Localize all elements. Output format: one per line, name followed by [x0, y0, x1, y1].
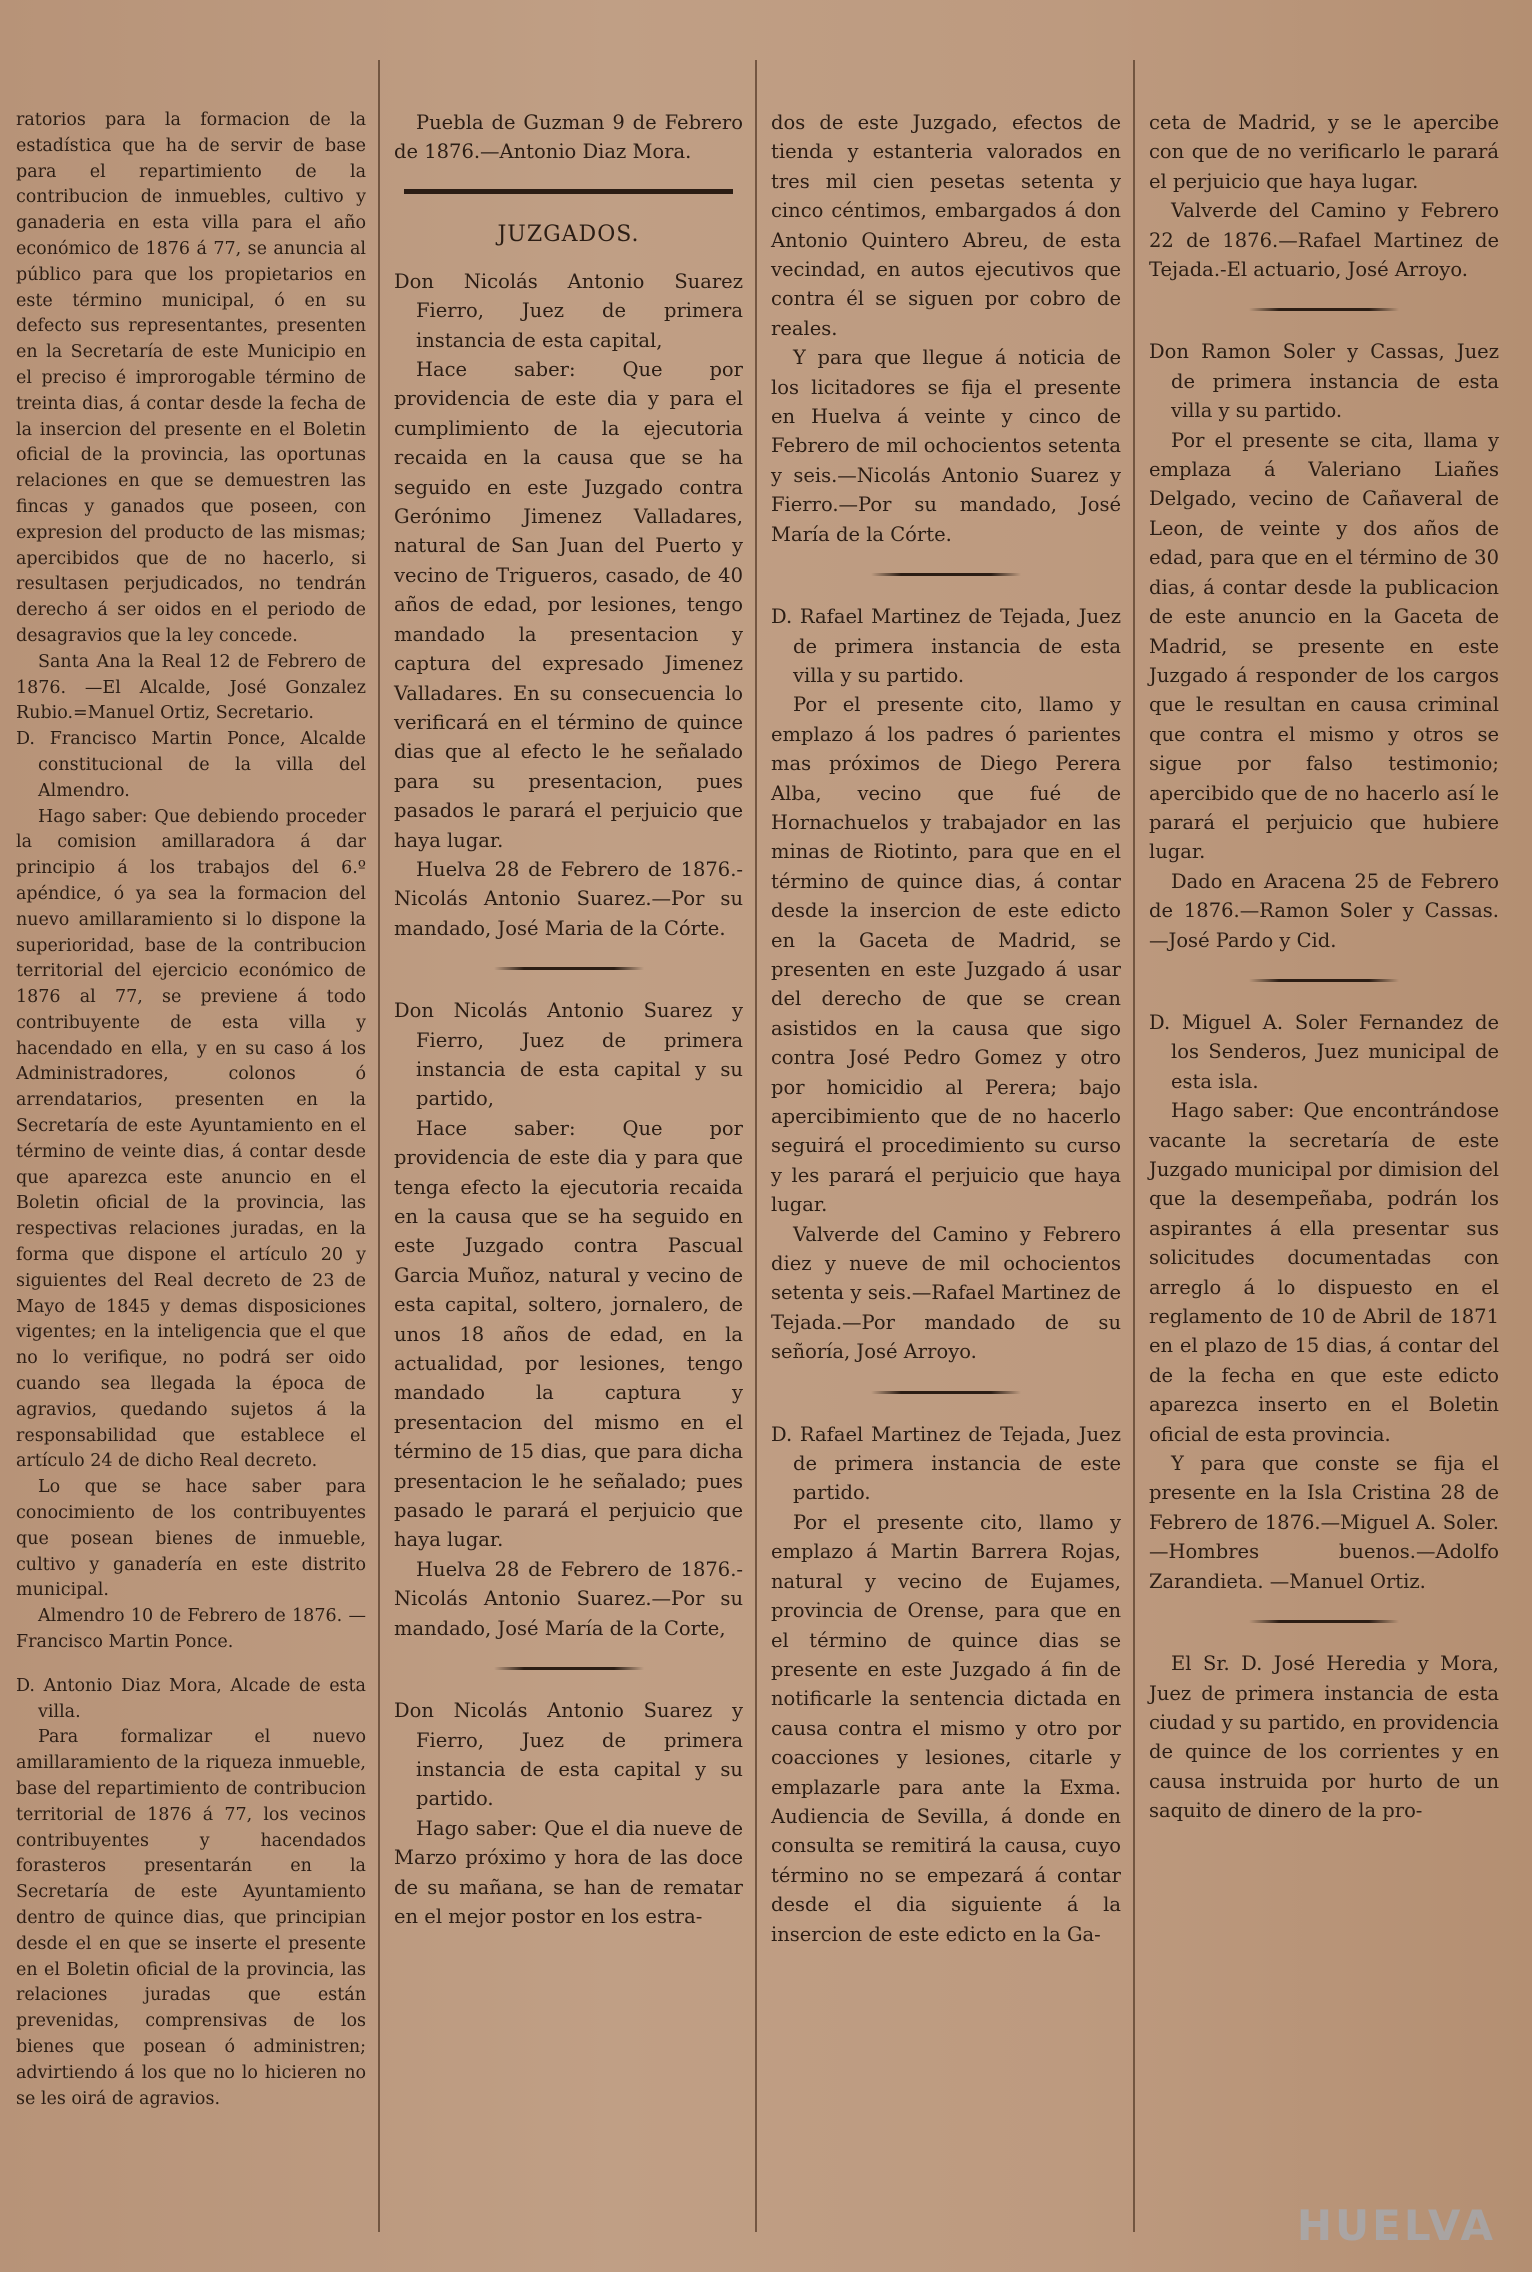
text-paragraph: Por el presente cito, llamo y emplazo á los padres ó parientes mas próximos de Diego Perera Alba, vecino que fué de Hornachuelos y trabajador en las minas de Riotinto, para que en el término de quince dias, á contar desde la insercion de este edicto en la Gaceta de Madrid, se presenten en este Juzgado á usar del derecho de que se crean asistidos en la causa que sigo contra José Pedro Gomez y otro por homicidio al Perera; bajo apercibimiento que de no hacerlo seguirá el procedimiento su curso y les parará el perjuicio que haya lugar. — [771, 693, 1121, 1217]
edict-header: D. Francisco Martin Ponce, Alcalde constitucional de la villa del Almendro. — [16, 729, 366, 801]
text-paragraph: Por el presente cito, llamo y emplazo á Martin Barrera Rojas, natural y vecino de Eujames, provincia de Orense, para que en el término de quince dias se presente en este Juzgado á fin de notificarle la sentencia dictada en causa contra el mismo y otro por coacciones y lesiones, citarle y emplazarle para ante la Exma. Audiencia de Sevilla, á donde en consulta se remitirá la causa, cuyo término no se empezará á contar desde el dia siguiente á la insercion de este edicto en la Ga- — [771, 1510, 1121, 1946]
item-divider — [1249, 308, 1399, 311]
edict-header: D. Rafael Martinez de Tejada, Juez de primera instancia de esta villa y su partido. — [771, 605, 1121, 687]
signature-line: Puebla de Guzman 9 de Febrero de 1876.—Antonio Diaz Mora. — [394, 111, 743, 164]
item-divider — [1249, 1620, 1399, 1623]
spacer — [16, 1656, 366, 1674]
column-rule-2 — [755, 60, 757, 2232]
column-rule-1 — [378, 60, 380, 2232]
item-divider — [1249, 979, 1399, 982]
signature-line: Valverde del Camino y Febrero diez y nueve de mil ochocientos setenta y seis.—Rafael Martinez de Tejada.—Por mandado de su señoría, José Arroyo. — [771, 1222, 1121, 1364]
text-paragraph: dos de este Juzgado, efectos de tienda y estanteria valorados en tres mil cien pesetas setenta y cinco céntimos, embargados á don Antonio Quintero Abreu, de esta vecindad, en autos ejecutivos que contra él se siguen por cobro de reales. — [771, 111, 1121, 340]
column-3 — [759, 108, 1133, 2202]
edict-header: Don Nicolás Antonio Suarez Fierro, Juez de primera instancia de esta capital, — [394, 269, 743, 352]
text-paragraph: Hago saber: Que encontrándose vacante la secretaría de este Juzgado municipal por dimision del que la desempeñaba, podrán los aspirantes á ella presentar sus solicitudes documentadas con arreglo á lo dispuesto en el reglamento de 10 de Abril de 1871 en el plazo de 15 dias, á contar del de la fecha en que este edicto aparezca inserto en el Boletin oficial de esta provincia. — [1149, 1099, 1499, 1446]
text-paragraph: ratorios para la formacion de la estadística que ha de servir de base para el repartimiento de la contribucion de inmuebles, cultivo y ganaderia en esta villa para el año económico de 1876 á 77, se anuncia al público para que los propietarios en este término municipal, ó en su defecto sus representantes, presenten en la Secretaría de este Municipio en el preciso é improrogable término de treinta dias, á contar desde la fecha de la insercion del presente en el Boletin oficial de la provincia, las oportunas relaciones en que se demuestren las fincas y ganados que poseen, con expresion del producto de las mismas; apercibidos que de no hacerlo, si resultasen perjudicados, no tendrán derecho á ser oidos en el periodo de desagravios que la ley concede. — [16, 110, 366, 646]
item-divider — [494, 967, 644, 970]
edict-header: D. Miguel A. Soler Fernandez de los Senderos, Juez municipal de esta isla. — [1149, 1010, 1499, 1093]
text-paragraph: Y para que conste se fija el presente en la Isla Cristina 28 de Febrero de 1876.—Miguel A. Soler.—Hombres buenos.—Adolfo Zarandieta. —Manuel Ortiz. — [1149, 1452, 1499, 1593]
item-divider — [871, 1391, 1021, 1394]
text-paragraph: Lo que se hace saber para conocimiento de los contribuyentes que posean bienes de inmueble, cultivo y ganadería en este distrito municipal. — [16, 1477, 366, 1601]
item-divider — [494, 1667, 644, 1670]
edict-header: D. Antonio Diaz Mora, Alcade de esta villa. — [16, 1675, 366, 1722]
signature-line: Almendro 10 de Febrero de 1876. —Francisco Martin Ponce. — [16, 1606, 366, 1653]
text-paragraph: Hace saber: Que por providencia de este dia y para que tenga efecto la ejecutoria recaida en la causa que se ha seguido en este Juzgado contra Pascual Garcia Muñoz, natural y vecino de esta capital, soltero, jornalero, de unos 18 años de edad, en la actualidad, por lesiones, tengo mandado la captura y presentacion del mismo en el término de 15 dias, que para dicha presentacion le he señalado; pues pasado le parará el perjuicio que haya lugar. — [394, 1116, 743, 1552]
text-paragraph: Para formalizar el nuevo amillaramiento de la riqueza inmueble, base del repartimiento de contribucion territorial de 1876 á 77, los vecinos contribuyentes y hacendados forasteros presentarán en la Secretaría de este Ayuntamiento dentro de quince dias, que principian desde el en que se inserte el presente en el Boletin oficial de la provincia, las relaciones juradas que están prevenidas, comprensivas de los bienes que posean ó administren; advirtiendo á los que no lo hicieren no se les oirá de agravios. — [16, 1727, 366, 2109]
column-4 — [1137, 108, 1511, 2202]
signature-line: Huelva 28 de Febrero de 1876.-Nicolás Antonio Suarez.—Por su mandado, José Maria de la Córte. — [394, 857, 743, 940]
watermark-logo: HUELVA — [1296, 2201, 1496, 2250]
text-paragraph: Hago saber: Que el dia nueve de Marzo próximo y hora de las doce de su mañana, se han de rematar en el mejor postor en los estra- — [394, 1816, 743, 1928]
signature-line: Huelva 28 de Febrero de 1876.-Nicolás Antonio Suarez.—Por su mandado, José María de la Corte, — [394, 1557, 743, 1640]
text-paragraph: Hace saber: Que por providencia de este dia y para el cumplimiento de la ejecutoria recaida en la causa que se ha seguido en este Juzgado contra Gerónimo Jimenez Valladares, natural de San Juan del Puerto y vecino de Trigueros, casado, de 40 años de edad, por lesiones, tengo mandado la presentacion y captura del expresado Jimenez Valladares. En su consecuencia lo verificará en el término de quince dias que al efecto le he señalado para su presentacion, pues pasados le parará el perjuicio que haya lugar. — [394, 358, 743, 852]
signature-line: Santa Ana la Real 12 de Febrero de 1876. —El Alcalde, José Gonzalez Rubio.=Manuel Ortiz, Secretario. — [16, 651, 366, 724]
signature-line: Dado en Aracena 25 de Febrero de 1876.—Ramon Soler y Cassas.—José Pardo y Cid. — [1149, 869, 1499, 952]
column-2 — [382, 108, 755, 2202]
edict-header: Don Nicolás Antonio Suarez y Fierro, Juez de primera instancia de esta capital y su partido. — [394, 1699, 743, 1811]
text-paragraph: ceta de Madrid, y se le apercibe con que de no verificarlo le parará el perjuicio que haya lugar. — [1149, 111, 1499, 193]
text-paragraph: Por el presente se cita, llama y emplaza á Valeriano Liañes Delgado, vecino de Cañaveral de Leon, de veinte y dos años de edad, para que en el término de 30 dias, á contar desde la publicacion de este anuncio en la Gaceta de Madrid, se presente en este Juzgado á responder de los cargos que le resultan en causa criminal que contra el mismo y otros se sigue por falso testimonio; apercibido que de no hacerlo así le parará el perjuicio que hubiere lugar. — [1149, 428, 1499, 864]
signature-line: Valverde del Camino y Febrero 22 de 1876.—Rafael Martinez de Tejada.-El actuario, José Arroyo. — [1149, 199, 1499, 282]
text-paragraph: El Sr. D. José Heredia y Mora, Juez de primera instancia de esta ciudad y su partido, en providencia de quince de los corrientes y en causa instruida por hurto de un saquito de dinero de la pro- — [1149, 1652, 1499, 1823]
text-paragraph: Hago saber: Que debiendo proceder la comision amillaradora á dar principio á los trabajos del 6.º apéndice, ó ya sea la formacion del nuevo amillaramiento si lo dispone la superioridad, base de la contribucion territorial del ejercicio económico de 1876 al 77, se previene á todo contribuyente de esta villa y hacendado en ella, y en su caso á los Administradores, colonos ó arrendatarios, presenten en la Secretaría de este Ayuntamiento en el término de veinte dias, á contar desde que aparezca este anuncio en el Boletin oficial de la provincia, las respectivas relaciones juradas, en la forma que dispone el artículo 20 y siguientes del Real decreto de 23 de Mayo de 1845 y demas disposiciones vigentes; en la inteligencia que el que no lo verifique, no podrá ser oido cuando sea llegada la época de agravios, quedando sujetos á la responsabilidad que establece el artículo 24 de dicho Real decreto. — [16, 806, 366, 1472]
section-heading: JUZGADOS. — [497, 221, 640, 247]
edict-header: D. Rafael Martinez de Tejada, Juez de primera instancia de este partido. — [771, 1422, 1121, 1505]
edict-header: Don Nicolás Antonio Suarez y Fierro, Juez de primera instancia de esta capital y su partido, — [394, 999, 743, 1111]
column-rule-3 — [1133, 60, 1135, 2232]
column-1 — [4, 108, 378, 2202]
item-divider — [871, 573, 1021, 576]
text-paragraph: Y para que llegue á noticia de los licitadores se fija el presente en Huelva á veinte y cinco de Febrero de mil ochocientos setenta y seis.—Nicolás Antonio Suarez y Fierro.—Por su mandado, José María de la Córte. — [771, 346, 1121, 546]
edict-header: Don Ramon Soler y Cassas, Juez de primera instancia de esta villa y su partido. — [1149, 340, 1499, 423]
section-divider — [404, 189, 733, 194]
